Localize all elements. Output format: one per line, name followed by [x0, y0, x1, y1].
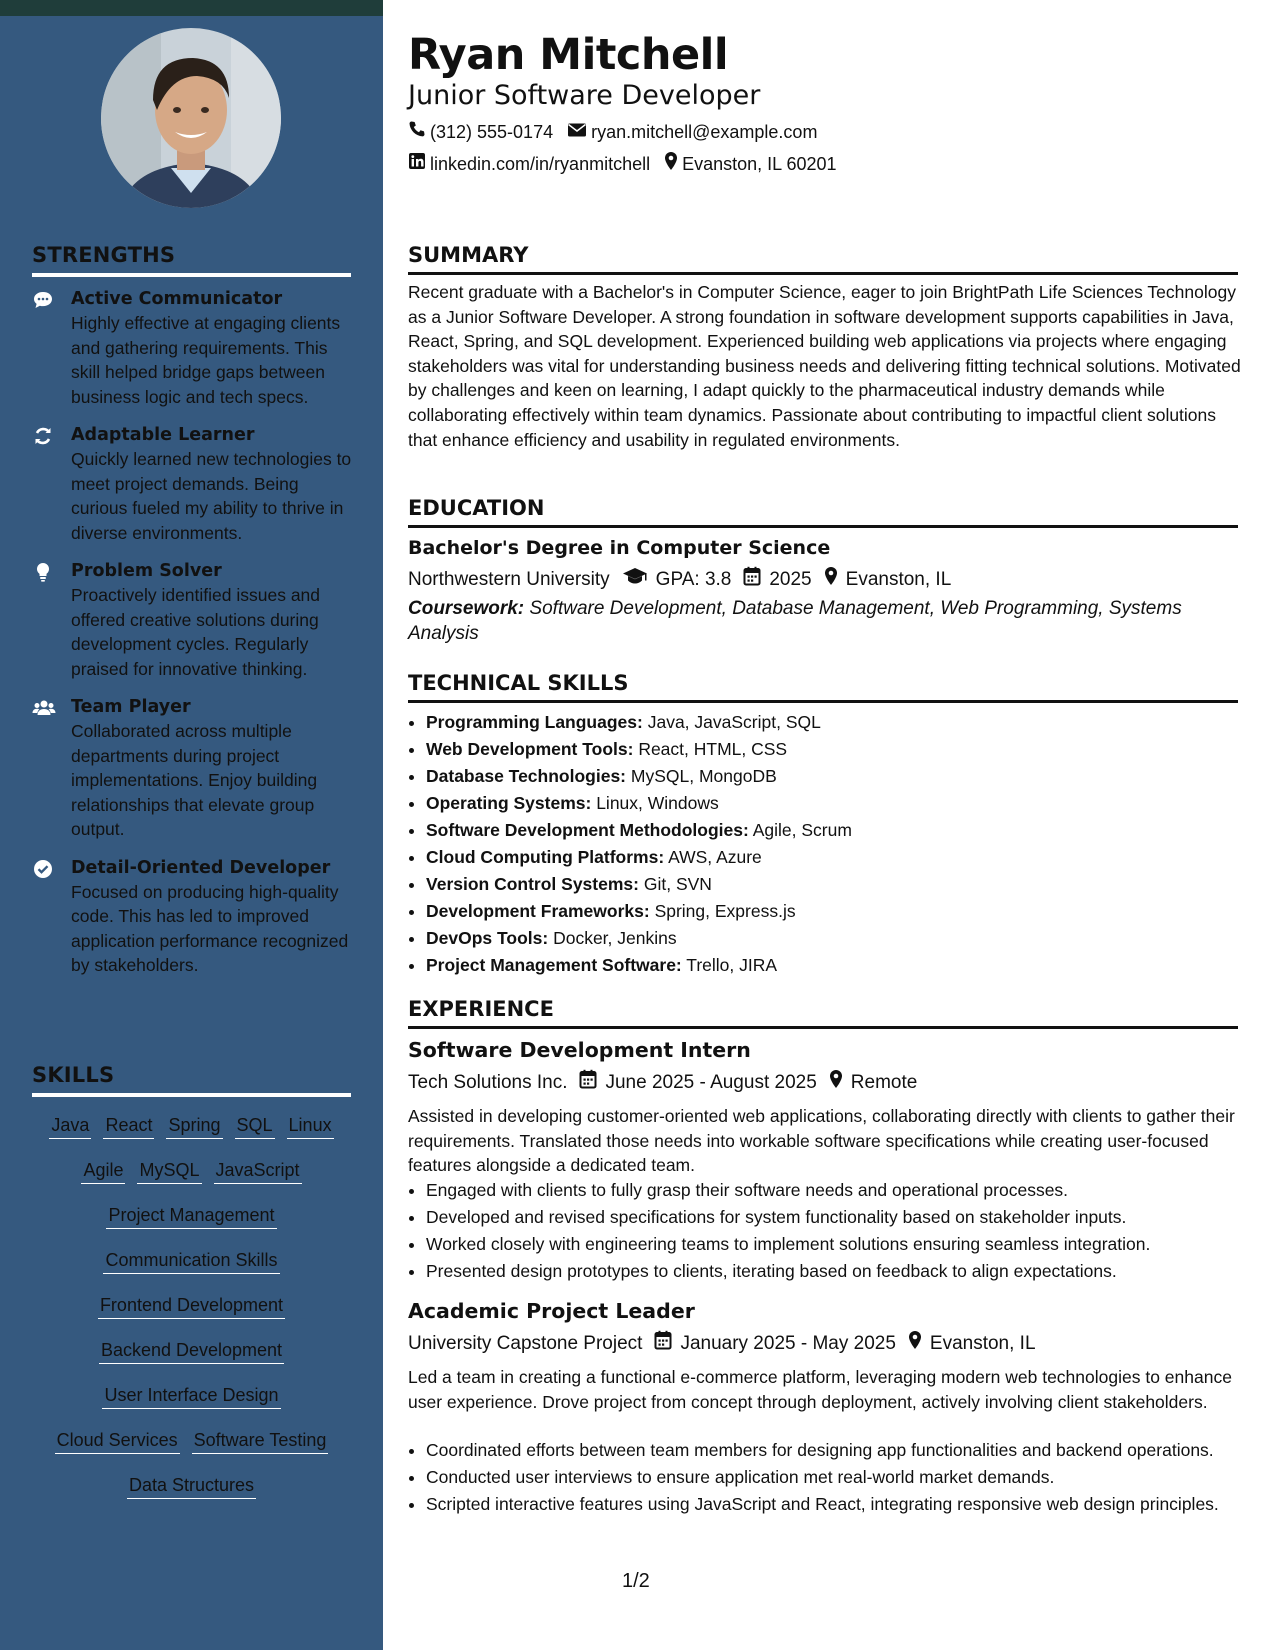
phone-icon — [408, 120, 430, 144]
calendar-icon — [654, 1330, 680, 1358]
list-item — [426, 871, 1256, 898]
coursework — [408, 597, 1243, 646]
list-item: • Conducted user interviews to ensure application met real-world market demands. — [426, 1465, 1256, 1490]
strength-title: Team Player — [71, 697, 191, 717]
skill-values: React, HTML, CSS — [638, 739, 788, 759]
top-accent-bar — [0, 0, 383, 16]
list-item — [426, 925, 1256, 952]
job-location: Remote — [850, 1072, 918, 1093]
skill-tag: Frontend Development — [98, 1292, 285, 1319]
strength-item — [32, 559, 352, 681]
company-name: University Capstone Project — [408, 1333, 643, 1354]
list-item — [426, 844, 1256, 871]
skill-tag: Data Structures — [127, 1472, 256, 1499]
list-item — [426, 736, 1256, 763]
strength-description: Focused on producing high-quality code. This has led to improved application performance recognized by stakeholders. — [71, 881, 349, 975]
strength-description: Proactively identified issues and offered creative solutions during development cycles. Regularly praised for innovative thinking. — [71, 585, 321, 679]
refresh-icon — [32, 426, 54, 446]
map-marker-icon — [908, 1330, 930, 1358]
list-item — [426, 817, 1256, 844]
strength-title: Active Communicator — [71, 289, 283, 309]
contact-linkedin — [408, 152, 650, 176]
lightbulb-icon — [32, 562, 54, 582]
skill-category: Development Frameworks: — [426, 901, 650, 921]
job-location: Evanston, IL — [929, 1333, 1036, 1354]
skill-category: Programming Languages: — [426, 712, 643, 732]
linkedin-text: linkedin.com/in/ryanmitchell — [430, 154, 651, 174]
skill-category: Operating Systems: — [426, 793, 592, 813]
strength-item — [32, 695, 352, 842]
calendar-icon — [743, 566, 769, 594]
list-item: • Engaged with clients to fully grasp their software needs and operational processes. — [426, 1177, 1256, 1204]
job-bullets — [408, 1177, 1256, 1285]
skill-values: MySQL, MongoDB — [630, 766, 777, 786]
list-item: • Coordinated efforts between team members for designing app functionalities and backend operations. — [426, 1438, 1256, 1463]
skill-tag: Software Testing — [192, 1427, 329, 1454]
contact-row — [408, 151, 851, 177]
page-number: 1/2 — [622, 1570, 650, 1592]
skill-category: Web Development Tools: — [426, 739, 634, 759]
skill-values: Git, SVN — [643, 874, 712, 894]
list-item — [426, 952, 1256, 979]
strengths-heading: STRENGTHS — [32, 243, 351, 277]
skill-tag: React — [103, 1112, 154, 1139]
candidate-name: Ryan Mitchell — [408, 30, 729, 80]
list-item: • Presented design prototypes to clients, iterating based on feedback to align expectations. — [426, 1258, 1256, 1285]
gpa-text: GPA: 3.8 — [655, 569, 732, 590]
location-text: Evanston, IL 60201 — [682, 154, 837, 174]
skill-category: DevOps Tools: — [426, 928, 549, 948]
skills-heading: SKILLS — [32, 1063, 351, 1097]
education-meta — [408, 566, 963, 594]
strength-item — [32, 856, 352, 978]
skill-tag: SQL — [235, 1112, 275, 1139]
summary-heading: SUMMARY — [408, 241, 1238, 275]
envelope-icon — [567, 120, 591, 144]
skill-tag: Communication Skills — [103, 1247, 279, 1274]
skill-values: AWS, Azure — [668, 847, 762, 867]
skills-list — [32, 1112, 351, 1517]
skill-values: Linux, Windows — [596, 793, 719, 813]
map-marker-icon — [829, 1069, 851, 1097]
skill-tag: MySQL — [137, 1157, 201, 1184]
company-name: Tech Solutions Inc. — [408, 1072, 568, 1093]
graduation-cap-icon — [622, 567, 656, 593]
contact-row — [408, 120, 831, 144]
strength-description: Highly effective at engaging clients and gathering requirements. This skill helped bridge gaps between business logic and tech specs. — [71, 313, 341, 407]
strength-item — [32, 423, 352, 545]
job-meta — [408, 1069, 929, 1097]
map-marker-icon — [664, 151, 682, 177]
list-item — [426, 709, 1256, 736]
job-title: Academic Project Leader — [408, 1299, 695, 1323]
strength-description: Quickly learned new technologies to meet project demands. Being curious fueled my ability to thrive in diverse environments. — [71, 449, 352, 543]
linkedin-icon — [408, 152, 430, 176]
users-icon — [32, 698, 54, 718]
job-description: Led a team in creating a functional e-commerce platform, leveraging modern web technologies to enhance user experience. Drove project from concept through deployment, actively involving client stakeholders. — [408, 1367, 1232, 1412]
technical-skills-list — [408, 709, 1256, 979]
summary-text: Recent graduate with a Bachelor's in Computer Science, eager to join BrightPath Life Sciences Technology as a Junior Software Developer. A strong foundation in software development supports capabilities in Java, React, Spring, and SQL development. Experienced building web applications via projects where engaging stakeholders was vital for understanding business needs and delivering fitting technical solutions. Motivated by challenges and keen on learning, I adapt quickly to the pharmaceutical industry demands while collaborating effectively within team dynamics. Passionate about contributing to impactful client solutions that enhance efficiency and usability in regulated environments. — [408, 282, 1241, 450]
technical-skills-heading: TECHNICAL SKILLS — [408, 669, 1238, 703]
skill-values: Agile, Scrum — [752, 820, 852, 840]
coursework-text: Software Development, Database Management, Web Programming, Systems Analysis — [408, 598, 1182, 644]
skill-tag: Backend Development — [99, 1337, 284, 1364]
skill-category: Software Development Methodologies: — [426, 820, 749, 840]
skill-tag: Java — [49, 1112, 91, 1139]
degree-title: Bachelor's Degree in Computer Science — [408, 537, 831, 559]
list-item: • Worked closely with engineering teams to implement solutions ensuring seamless integration. — [426, 1231, 1256, 1258]
skill-values: Docker, Jenkins — [553, 928, 677, 948]
skill-tag: Cloud Services — [55, 1427, 180, 1454]
strength-title: Adaptable Learner — [71, 425, 255, 445]
contact-email — [567, 120, 817, 144]
contact-phone — [408, 120, 553, 144]
skill-tag: Project Management — [106, 1202, 276, 1229]
experience-heading: EXPERIENCE — [408, 995, 1238, 1029]
check-circle-icon — [32, 859, 54, 879]
skill-values: Trello, JIRA — [686, 955, 778, 975]
avatar — [101, 28, 281, 208]
job-dates: January 2025 - May 2025 — [680, 1333, 896, 1354]
skill-tag: Linux — [287, 1112, 334, 1139]
list-item — [426, 763, 1256, 790]
job-description: Assisted in developing customer-oriented web applications, collaborating directly with clients to gather their requirements. Translated those needs into workable software specifications while creating user-focused features alongside a dedicated team. — [408, 1106, 1235, 1176]
list-item: • Developed and revised specifications for system functionality based on stakeholder inputs. — [426, 1204, 1256, 1231]
skill-category: Cloud Computing Platforms: — [426, 847, 665, 867]
school-name: Northwestern University — [408, 569, 610, 590]
list-item — [426, 898, 1256, 925]
job-title: Software Development Intern — [408, 1038, 751, 1062]
calendar-icon — [579, 1069, 605, 1097]
strength-title: Detail-Oriented Developer — [71, 857, 331, 878]
phone-text: (312) 555-0174 — [430, 122, 554, 142]
comment-icon — [32, 290, 54, 310]
skill-tag: Agile — [81, 1157, 125, 1184]
job-meta — [408, 1330, 1048, 1358]
education-location: Evanston, IL — [845, 569, 952, 590]
skill-tag: Spring — [166, 1112, 222, 1139]
education-heading: EDUCATION — [408, 494, 1238, 528]
graduation-year: 2025 — [769, 569, 812, 590]
skill-values: Spring, Express.js — [654, 901, 796, 921]
strength-description: Collaborated across multiple departments during project implementations. Enjoy building relationships that elevate group output. — [71, 721, 318, 839]
skill-category: Project Management Software: — [426, 955, 682, 975]
list-item — [426, 790, 1256, 817]
email-text: ryan.mitchell@example.com — [591, 122, 818, 142]
job-dates: June 2025 - August 2025 — [605, 1072, 817, 1093]
skill-tag: JavaScript — [214, 1157, 302, 1184]
coursework-label: Coursework: — [408, 598, 525, 619]
skill-category: Database Technologies: — [426, 766, 627, 786]
map-marker-icon — [824, 566, 846, 594]
contact-location — [664, 151, 836, 177]
list-item: • Scripted interactive features using JavaScript and React, integrating responsive web design principles. — [426, 1492, 1256, 1517]
candidate-role: Junior Software Developer — [408, 80, 761, 111]
skill-category: Version Control Systems: — [426, 874, 639, 894]
strengths-list — [32, 287, 352, 992]
skill-tag: User Interface Design — [102, 1382, 280, 1409]
strength-title: Problem Solver — [71, 561, 222, 581]
job-bullets — [408, 1438, 1256, 1519]
strength-item — [32, 287, 352, 409]
skill-values: Java, JavaScript, SQL — [647, 712, 821, 732]
